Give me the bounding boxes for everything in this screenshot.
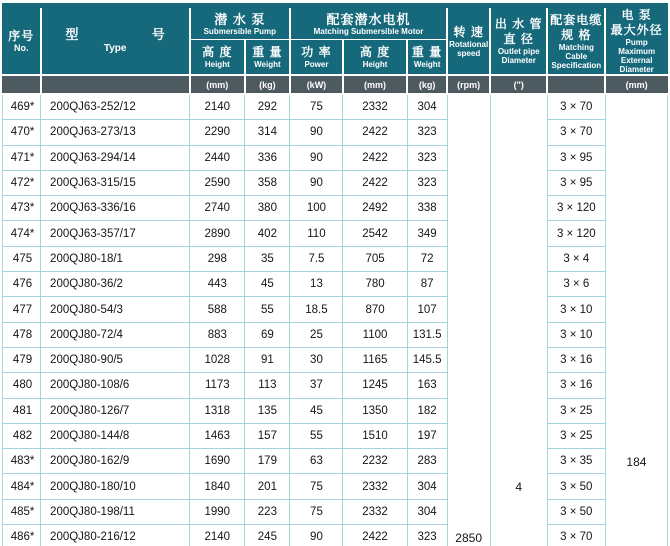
cell-type: 200QJ63-315/15 (41, 170, 190, 195)
cell-no: 486* (3, 525, 41, 546)
cell-cable: 3 × 50 (547, 499, 605, 524)
header-speed (447, 6, 490, 76)
cell-no: 472* (3, 170, 41, 195)
table-row (3, 221, 668, 246)
cell-pump-weight: 292 (245, 94, 290, 120)
cell-no: 484* (3, 474, 41, 499)
cell-cable: 3 × 10 (547, 322, 605, 347)
header-maxdia-en2: External Diameter (619, 56, 654, 74)
cell-type: 200QJ80-18/1 (41, 246, 190, 271)
cell-pump-height: 443 (190, 272, 245, 297)
cell-cable: 3 × 120 (547, 221, 605, 246)
cell-power: 75 (290, 94, 343, 120)
cell-pump-weight: 201 (245, 474, 290, 499)
cell-motor-height: 2422 (343, 120, 407, 145)
cell-cable: 3 × 10 (547, 297, 605, 322)
cell-power: 13 (290, 272, 343, 297)
table-row (3, 398, 668, 423)
header-cable-en2: Specification (551, 60, 602, 70)
cell-no: 476 (3, 272, 41, 297)
cell-motor-weight: 107 (407, 297, 447, 322)
header-pump-height-cn: 高 度 (202, 45, 233, 60)
header-outlet-en1: Outlet pipe (497, 47, 540, 56)
cell-motor-height: 2422 (343, 525, 407, 546)
cell-cable: 3 × 70 (547, 525, 605, 546)
header-pump-group (190, 6, 290, 40)
cell-motor-weight: 349 (407, 221, 447, 246)
cell-no: 469* (3, 94, 41, 120)
cell-power: 90 (290, 145, 343, 170)
header-power (290, 40, 343, 75)
cell-motor-height: 1245 (343, 373, 407, 398)
cell-power: 100 (290, 196, 343, 221)
table-row (3, 272, 668, 297)
cell-power: 18.5 (290, 297, 343, 322)
cell-pump-weight: 179 (245, 449, 290, 474)
header-motor-weight (407, 40, 447, 75)
cell-pump-weight: 157 (245, 423, 290, 448)
cell-motor-weight: 131.5 (407, 322, 447, 347)
header-type-en: Type (103, 43, 127, 54)
unit-pump-height: (mm) (190, 75, 245, 94)
header-outlet (490, 6, 547, 76)
cell-motor-weight: 323 (407, 145, 447, 170)
cell-power: 7.5 (290, 246, 343, 271)
table-row (3, 423, 668, 448)
cell-cable: 3 × 6 (547, 272, 605, 297)
table-row (3, 196, 668, 221)
cell-power: 25 (290, 322, 343, 347)
cell-power: 55 (290, 423, 343, 448)
maxdia-merged-cell (605, 94, 667, 546)
header-type-cn (42, 27, 189, 43)
cell-type: 200QJ80-54/3 (41, 297, 190, 322)
cell-power: 90 (290, 120, 343, 145)
table-body (3, 94, 668, 546)
speed-merged-cell (447, 94, 490, 546)
cell-type: 200QJ80-144/8 (41, 423, 190, 448)
cell-motor-weight: 283 (407, 449, 447, 474)
cell-pump-weight: 45 (245, 272, 290, 297)
cell-no: 481 (3, 398, 41, 423)
cell-motor-height: 870 (343, 297, 407, 322)
cell-no: 471* (3, 145, 41, 170)
cell-pump-height: 1840 (190, 474, 245, 499)
cell-pump-height: 2290 (190, 120, 245, 145)
cell-pump-height: 2140 (190, 94, 245, 120)
cell-motor-weight: 304 (407, 94, 447, 120)
cell-motor-weight: 304 (407, 474, 447, 499)
cell-power: 30 (290, 347, 343, 372)
cell-cable: 3 × 16 (547, 347, 605, 372)
cell-cable: 3 × 70 (547, 120, 605, 145)
cell-pump-weight: 223 (245, 499, 290, 524)
header-maxdia-cn1: 电 泵 (621, 8, 652, 22)
cell-motor-weight: 338 (407, 196, 447, 221)
cell-pump-height: 1173 (190, 373, 245, 398)
unit-pump-weight: (kg) (245, 75, 290, 94)
header-pump-weight-en: Weight (254, 60, 281, 70)
cell-motor-height: 2422 (343, 145, 407, 170)
cell-power: 63 (290, 449, 343, 474)
cell-type: 200QJ80-72/4 (41, 322, 190, 347)
header-motor-group (290, 6, 447, 40)
outlet-merged-cell (490, 94, 547, 546)
header-maxdia (605, 6, 667, 76)
cell-pump-height: 883 (190, 322, 245, 347)
cell-no: 478 (3, 322, 41, 347)
header-motor-group-en: Matching Submersible Motor (313, 26, 424, 36)
header-motor-weight-en: Weight (413, 60, 441, 70)
unit-motor-weight: (kg) (407, 75, 447, 94)
header-speed-en2: speed (457, 48, 481, 58)
pump-spec-table (2, 3, 668, 546)
header-pump-height-en: Height (204, 60, 230, 70)
header-pump-weight-cn: 重 量 (252, 45, 283, 60)
cell-type: 200QJ80-108/6 (41, 373, 190, 398)
cell-motor-height: 780 (343, 272, 407, 297)
cell-cable: 3 × 70 (547, 94, 605, 120)
cell-type: 200QJ80-216/12 (41, 525, 190, 546)
header-motor-height (343, 40, 407, 75)
header-type-cn-right: 号 (151, 27, 165, 42)
cell-pump-height: 588 (190, 297, 245, 322)
cell-no: 479 (3, 347, 41, 372)
header-speed-en1: Rotational (449, 39, 489, 49)
speed-merged-cell-value: 2850 (455, 531, 482, 545)
cell-pump-height: 2440 (190, 145, 245, 170)
cell-cable: 3 × 25 (547, 423, 605, 448)
cell-motor-weight: 163 (407, 373, 447, 398)
cell-pump-weight: 69 (245, 322, 290, 347)
cell-motor-weight: 197 (407, 423, 447, 448)
header-outlet-cn1: 出 水 管 (494, 17, 543, 31)
unit-power: (kW) (290, 75, 343, 94)
cell-pump-weight: 91 (245, 347, 290, 372)
cell-pump-weight: 402 (245, 221, 290, 246)
header-maxdia-cn2: 最大外径 (610, 23, 663, 37)
outlet-merged-cell-value: 4 (515, 480, 523, 494)
header-cable (547, 6, 605, 76)
header-motor-height-en: Height (362, 60, 388, 70)
cell-power: 45 (290, 398, 343, 423)
cell-cable: 3 × 25 (547, 398, 605, 423)
cell-pump-height: 1028 (190, 347, 245, 372)
cell-pump-height: 1990 (190, 499, 245, 524)
cell-type: 200QJ80-162/9 (41, 449, 190, 474)
table-row (3, 170, 668, 195)
cell-cable: 3 × 120 (547, 196, 605, 221)
header-power-en: Power (304, 60, 329, 70)
cell-no: 475 (3, 246, 41, 271)
table-row (3, 525, 668, 546)
cell-cable: 3 × 16 (547, 373, 605, 398)
cell-power: 75 (290, 474, 343, 499)
cell-power: 75 (290, 499, 343, 524)
header-no-en: No. (14, 43, 29, 53)
table-row (3, 145, 668, 170)
cell-pump-weight: 358 (245, 170, 290, 195)
cell-type: 200QJ63-357/17 (41, 221, 190, 246)
header-cable-cn1: 配套电缆 (550, 12, 603, 27)
table-row (3, 499, 668, 524)
table-row (3, 373, 668, 398)
cell-no: 480 (3, 373, 41, 398)
table-row (3, 322, 668, 347)
cell-type: 200QJ63-273/13 (41, 120, 190, 145)
cell-motor-weight: 323 (407, 525, 447, 546)
table-row (3, 120, 668, 145)
header-pump-group-en: Submersible Pump (203, 26, 277, 36)
cell-motor-height: 2422 (343, 170, 407, 195)
header-motor-group-cn: 配套潜水电机 (326, 11, 411, 27)
cell-pump-weight: 314 (245, 120, 290, 145)
cell-power: 110 (290, 221, 343, 246)
header-motor-weight-cn: 重 量 (411, 45, 443, 60)
cell-pump-weight: 245 (245, 525, 290, 546)
cell-motor-weight: 323 (407, 170, 447, 195)
unit-type (41, 75, 190, 94)
cell-motor-height: 2332 (343, 94, 407, 120)
header-motor-height-cn: 高 度 (359, 45, 391, 60)
header-outlet-cn2: 直 径 (503, 32, 534, 46)
cell-no: 470* (3, 120, 41, 145)
unit-outlet: (") (490, 75, 547, 94)
cell-cable: 3 × 50 (547, 474, 605, 499)
cell-pump-weight: 135 (245, 398, 290, 423)
cell-power: 90 (290, 525, 343, 546)
unit-cable (547, 75, 605, 94)
table-row (3, 347, 668, 372)
cell-pump-height: 2590 (190, 170, 245, 195)
cell-type: 200QJ80-126/7 (41, 398, 190, 423)
cell-motor-weight: 323 (407, 120, 447, 145)
header-power-cn: 功 率 (301, 45, 332, 60)
cell-pump-weight: 380 (245, 196, 290, 221)
cell-no: 477 (3, 297, 41, 322)
table-row (3, 297, 668, 322)
unit-no (3, 75, 41, 94)
cell-pump-height: 1318 (190, 398, 245, 423)
cell-motor-height: 2492 (343, 196, 407, 221)
header-pump-height (190, 40, 245, 75)
cell-motor-weight: 72 (407, 246, 447, 271)
units-row (3, 75, 668, 94)
cell-motor-height: 2232 (343, 449, 407, 474)
header-maxdia-en1: Pump Maximum (618, 38, 656, 56)
cell-pump-height: 2890 (190, 221, 245, 246)
cell-motor-weight: 182 (407, 398, 447, 423)
cell-pump-weight: 113 (245, 373, 290, 398)
cell-pump-height: 298 (190, 246, 245, 271)
table-row (3, 246, 668, 271)
cell-type: 200QJ63-294/14 (41, 145, 190, 170)
table-row (3, 474, 668, 499)
header-outlet-en2: Diameter (501, 56, 536, 65)
cell-type: 200QJ80-198/11 (41, 499, 190, 524)
cell-motor-weight: 87 (407, 272, 447, 297)
header-cable-cn2: 规 格 (561, 27, 592, 42)
cell-no: 473* (3, 196, 41, 221)
cell-motor-weight: 145.5 (407, 347, 447, 372)
cell-motor-height: 1510 (343, 423, 407, 448)
cell-type: 200QJ63-252/12 (41, 94, 190, 120)
cell-no: 482 (3, 423, 41, 448)
cell-motor-height: 705 (343, 246, 407, 271)
table-row (3, 94, 668, 120)
cell-motor-height: 2542 (343, 221, 407, 246)
cell-type: 200QJ80-36/2 (41, 272, 190, 297)
header-type-cn-left: 型 (65, 27, 79, 42)
cell-type: 200QJ80-90/5 (41, 347, 190, 372)
cell-no: 474* (3, 221, 41, 246)
cell-power: 90 (290, 170, 343, 195)
unit-speed: (rpm) (447, 75, 490, 94)
cell-pump-height: 1463 (190, 423, 245, 448)
cell-cable: 3 × 4 (547, 246, 605, 271)
header-type (41, 6, 190, 76)
cell-motor-height: 1100 (343, 322, 407, 347)
table-row (3, 449, 668, 474)
header-no-cn: 序号 (8, 29, 35, 43)
header-pump-group-cn: 潜 水 泵 (214, 11, 266, 27)
cell-pump-height: 2740 (190, 196, 245, 221)
unit-maxdia: (mm) (605, 75, 667, 94)
cell-type: 200QJ80-180/10 (41, 474, 190, 499)
cell-power: 37 (290, 373, 343, 398)
cell-no: 483* (3, 449, 41, 474)
header-pump-weight (245, 40, 290, 75)
cell-pump-weight: 35 (245, 246, 290, 271)
header-speed-cn: 转 速 (453, 24, 484, 39)
cell-type: 200QJ63-336/16 (41, 196, 190, 221)
cell-cable: 3 × 95 (547, 145, 605, 170)
cell-pump-height: 2140 (190, 525, 245, 546)
header-no (3, 6, 41, 76)
cell-pump-height: 1690 (190, 449, 245, 474)
unit-motor-height: (mm) (343, 75, 407, 94)
cell-motor-height: 2332 (343, 474, 407, 499)
cell-pump-weight: 55 (245, 297, 290, 322)
cell-motor-height: 1165 (343, 347, 407, 372)
cell-no: 485* (3, 499, 41, 524)
cell-cable: 3 × 35 (547, 449, 605, 474)
cell-motor-weight: 304 (407, 499, 447, 524)
maxdia-merged-cell-value: 184 (626, 455, 647, 469)
table-header (3, 6, 668, 95)
header-cable-en1: Matching Cable (558, 42, 594, 61)
cell-pump-weight: 336 (245, 145, 290, 170)
cell-cable: 3 × 95 (547, 170, 605, 195)
cell-motor-height: 1350 (343, 398, 407, 423)
cell-motor-height: 2332 (343, 499, 407, 524)
